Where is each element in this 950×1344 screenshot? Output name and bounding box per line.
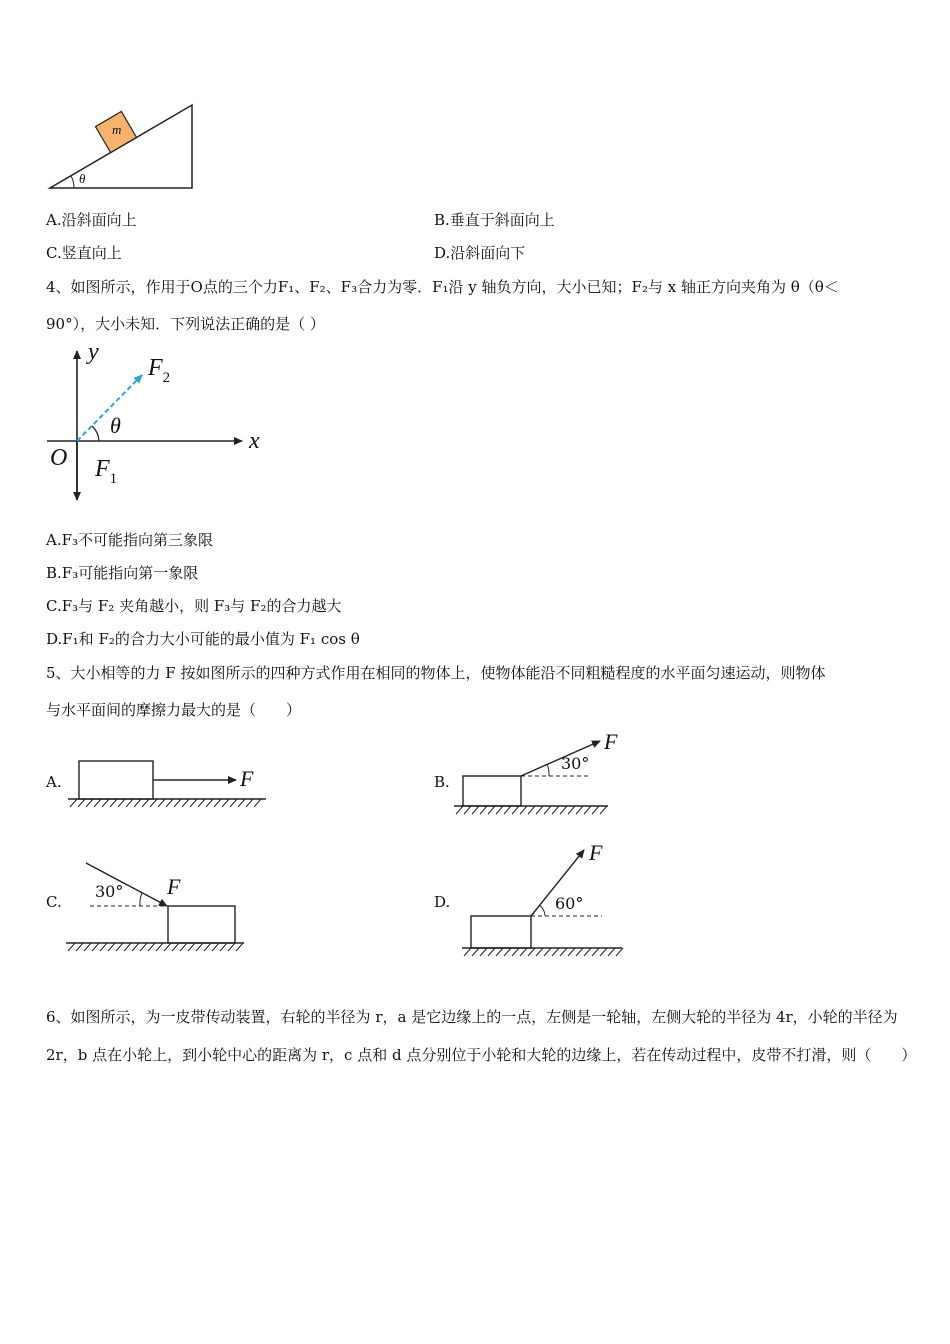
incline-figure [40,95,210,195]
q5-figure-c [64,855,254,955]
q4-option-b: B.F₃可能指向第一象限 [46,564,199,582]
q5-c-force-label: F [167,874,181,899]
q5-c-block [168,906,235,943]
angle-arc [71,176,74,188]
y-axis-label: y [88,339,99,365]
q5-d-block [471,916,531,948]
q3-option-a: A.沿斜面向上 [46,211,137,229]
q5-c-hatch [68,943,243,951]
q3-option-d: D.沿斜面向下 [434,244,526,262]
block-mass-label: m [112,122,122,137]
q5-b-force-label: F [604,729,618,754]
q4-option-a: A.F₃不可能指向第三象限 [46,531,214,549]
q5-c-angle-arc [140,893,142,906]
q5-b-hatch [456,806,607,814]
q4-stem-line2: 90°），大小未知．下列说法正确的是（ ） [46,315,325,333]
incline-angle-label: θ [79,171,86,186]
x-axis-label: x [249,428,260,454]
q5-figure-d [460,840,635,960]
f1-letter: F [95,456,110,482]
q3-option-c: C.竖直向上 [46,244,122,262]
q5-b-angle-arc [547,764,549,776]
origin-label: O [50,445,68,471]
theta-label: θ [110,413,121,438]
q5-d-hatch [464,948,623,956]
q6-stem: 6、如图所示，为一皮带传动装置，右轮的半径为 r，a 是它边缘上的一点，左侧是一轮轴，左侧大轮的半径为 4r，小轮的半径为 2r，b 点在小轮上，到小轮中心的距离为 r，c 点和 d 点分别位于小轮和大轮的边缘上，若在传动过程中，皮带不打滑，则（ ） [46,1008,917,1064]
theta-arc [92,426,99,441]
q5-c-angle-label: 30° [95,882,124,901]
q5-b-block [463,776,521,806]
q5-figure-b [452,735,622,815]
f2-subscript: 2 [162,370,171,386]
q5-stem-line1: 5、大小相等的力 F 按如图所示的四种方式作用在相同的物体上，使物体能沿不同粗糙程度的水平面匀速运动，则物体 [46,664,826,682]
q4-option-d: D.F₁和 F₂的合力大小可能的最小值为 F₁ cos θ [46,630,360,648]
q5-a-block [79,761,153,799]
q5-stem-line2: 与水平面间的摩擦力最大的是（ ） [46,701,302,719]
q5-fig-a-letter: A. [46,773,62,791]
q5-d-angle-label: 60° [555,894,584,913]
q5-d-angle-arc [539,905,545,916]
q5-fig-c-letter: C. [46,893,62,911]
f2-letter: F [148,355,163,381]
q3-option-b: B.垂直于斜面向上 [434,211,555,229]
q4-option-c: C.F₃与 F₂ 夹角越小，则 F₃与 F₂的合力越大 [46,597,342,615]
f1-subscript: 1 [109,471,118,487]
q5-fig-d-letter: D. [434,893,451,911]
q5-a-force-label: F [240,766,254,791]
q5-d-force-label: F [589,840,603,865]
f1-label [95,456,117,488]
q5-fig-b-letter: B. [434,773,450,791]
q5-a-hatch [70,799,261,807]
q5-b-angle-label: 30° [561,754,590,773]
f2-label [148,355,170,387]
q4-stem-line1: 4、如图所示，作用于O点的三个力F₁、F₂、F₃合力为零．F₁沿 y 轴负方向，大小已知；F₂与 x 轴正方向夹角为 θ（θ＜ [46,278,839,296]
